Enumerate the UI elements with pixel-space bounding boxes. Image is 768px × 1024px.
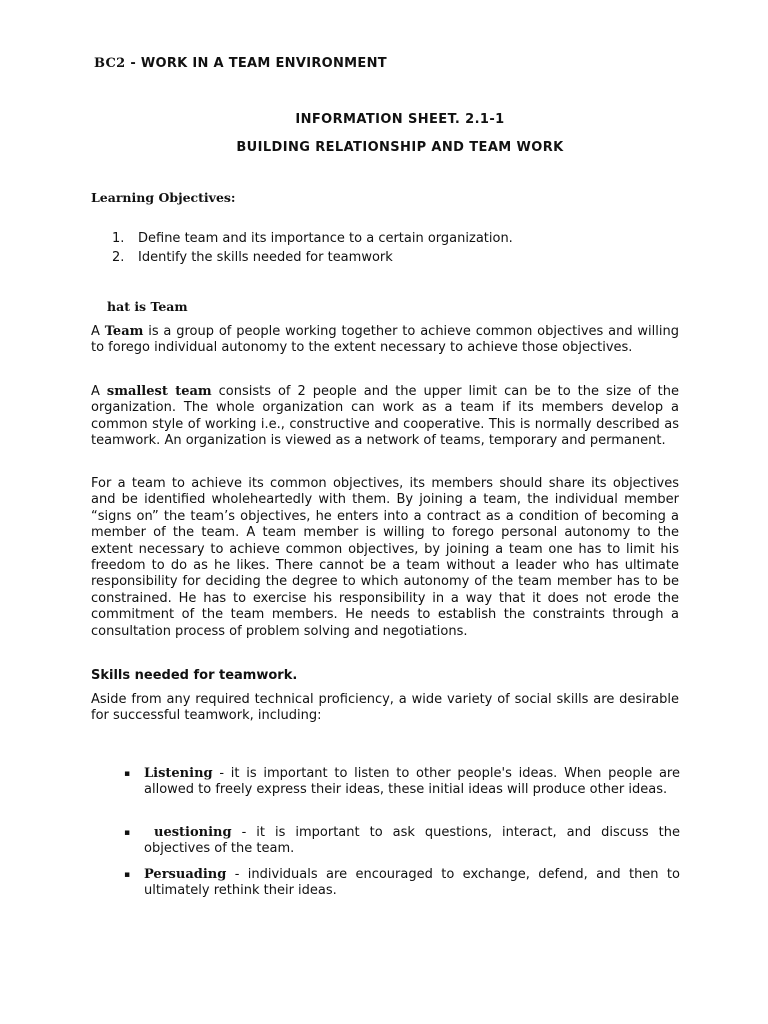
smallest-team-paragraph: [91, 384, 679, 450]
paragraph-text: A: [91, 384, 107, 399]
team-objectives-paragraph: For a team to achieve its common objectives, its members should share its objectives and be identified wholeheartedly with them. By joining a team, the individual member “signs on” the team’s objectives, he enters into a contract as a condition of becoming a member of the team. A team member is willing to forego personal autonomy to the extent necessary to achieve common objectives, by joining a team one has to limit his freedom to do as he likes. There cannot be a team without a leader who has ultimate responsibility for deciding the degree to which autonomy of the team member has to be constrained. He has to exercise his responsibility in a way that it does not erode the commitment of the team members. He needs to establish the constraints through a consultation process of problem solving and negotiations.: [91, 476, 679, 639]
list-item: [112, 229, 672, 248]
list-item: [124, 825, 680, 858]
paragraph-text: A: [91, 324, 105, 339]
course-header: [94, 56, 694, 71]
paragraph-text: is a group of people working together to achieve common objectives and willing to forego individual autonomy to the extent necessary to achieve those objectives.: [91, 324, 679, 356]
bullet-icon: ▪: [124, 870, 131, 880]
list-number: 1.: [112, 231, 125, 246]
list-description: - it is important to listen to other people's ideas. When people are allowed to freely express their ideas, these initial ideas will produce other ideas.: [144, 766, 680, 798]
what-is-team-heading: hat is Team: [107, 299, 188, 314]
course-title: - WORK IN A TEAM ENVIRONMENT: [125, 56, 387, 71]
list-text: [144, 867, 680, 900]
skills-intro-paragraph: Aside from any required technical proficiency, a wide variety of social skills are desirable for successful teamwork, including:: [91, 692, 679, 724]
paragraph-text: consists of 2 people and the upper limit can be to the size of the organization. The whole organization can work as a team if its members develop a common style of working i.e., constructive and cooperative. This is normally described as teamwork. An organization is viewed as a network of teams, temporary and permanent.: [91, 384, 679, 449]
term-persuading: Persuading: [144, 867, 227, 882]
sheet-subtitle: BUILDING RELATIONSHIP AND TEAM WORK: [236, 140, 564, 155]
list-text: Identify the skills needed for teamwork: [138, 250, 393, 265]
objectives-list: [112, 229, 672, 267]
course-code: BC2: [94, 56, 126, 71]
skills-heading: Skills needed for teamwork.: [91, 668, 298, 683]
list-description: - individuals are encouraged to exchange, defend, and then to ultimately rethink their ideas.: [144, 867, 680, 899]
team-definition-paragraph: [91, 324, 679, 357]
list-number: 2.: [112, 250, 125, 265]
list-text: [144, 766, 680, 799]
list-item: [124, 867, 680, 900]
term-questioning: uestioning: [154, 825, 232, 840]
list-text: Define team and its importance to a certain organization.: [138, 231, 513, 246]
list-item: [112, 248, 672, 267]
term-listening: Listening: [144, 766, 213, 781]
list-item: [124, 766, 680, 799]
bullet-icon: ▪: [124, 769, 131, 779]
sheet-title: INFORMATION SHEET. 2.1-1: [295, 112, 505, 127]
term-team: Team: [104, 324, 144, 339]
bullet-icon: ▪: [124, 828, 131, 838]
term-smallest-team: smallest team: [106, 384, 212, 399]
list-text: [144, 825, 680, 858]
list-description: - it is important to ask questions, interact, and discuss the objectives of the team.: [144, 825, 680, 857]
learning-objectives-heading: Learning Objectives:: [91, 190, 236, 205]
